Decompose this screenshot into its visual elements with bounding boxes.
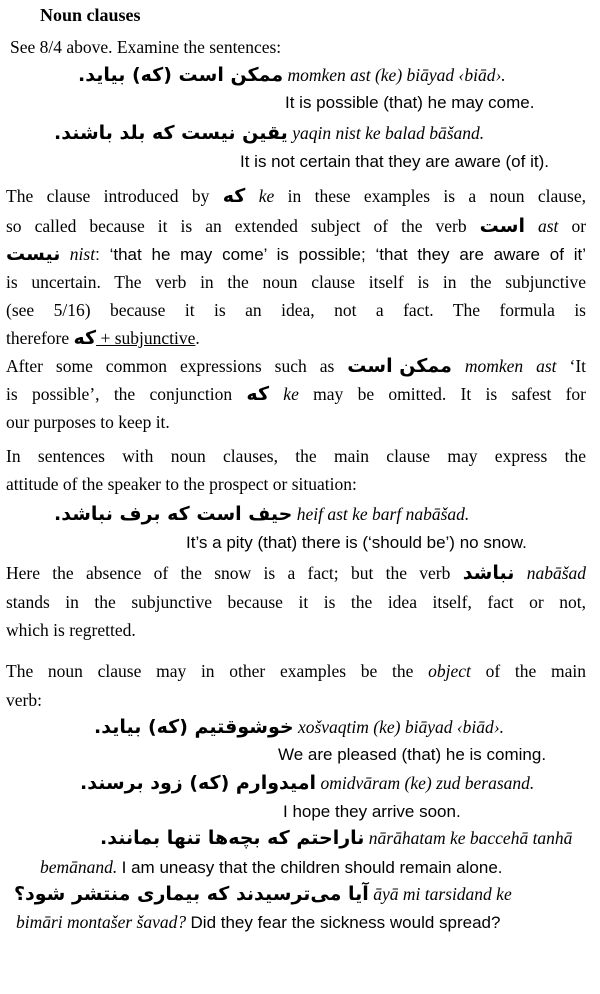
- paragraph-4-line-2: stands in the subjunctive because it is the idea itself, fact or not,: [6, 592, 586, 612]
- paragraph-2-line-2: is possible’, the conjunction که ke may be omitted. It is safest for: [6, 383, 586, 405]
- example-5: [80, 772, 534, 794]
- example-2-translation: It is not certain that they are aware (of it).: [240, 152, 549, 171]
- example-4-transliteration: xošvaqtim (ke) biāyad ‹biād›.: [297, 717, 504, 737]
- example-5-transliteration: omidvāram (ke) zud berasand.: [320, 773, 535, 793]
- example-6-transliteration: nārāhatam ke baccehā tanhā: [368, 828, 573, 848]
- example-7-transliteration: āyā mi tarsidand ke: [373, 884, 512, 904]
- example-5-persian: امیدوارم (که) زود برسند.: [80, 772, 317, 794]
- ke-word-2: که: [246, 383, 269, 405]
- example-1-translation: It is possible (that) he may come.: [285, 93, 535, 112]
- example-1: [78, 64, 506, 86]
- paragraph-1-line-2: so called because it is an extended subject of the verb است ast or: [6, 215, 587, 237]
- example-7-translation: Did they fear the sickness would spread?: [190, 913, 501, 932]
- example-6-translation: I am uneasy that the children should remain alone.: [121, 858, 503, 877]
- paragraph-4-line-3: which is regretted.: [6, 620, 136, 640]
- paragraph-1-line-6: therefore که + subjunctive.: [6, 327, 200, 349]
- paragraph-3-line-2: attitude of the speaker to the prospect or situation:: [6, 474, 357, 494]
- nabashad-word: نباشد: [462, 562, 515, 584]
- example-3-transliteration: heif ast ke barf nabāšad.: [296, 504, 470, 524]
- example-6-persian: ناراحتم که بچه‌ها تنها بمانند.: [100, 827, 365, 849]
- ast-word: است: [479, 215, 525, 237]
- example-2-persian: یقین نیست که بلد باشند.: [54, 122, 288, 144]
- nist-word: نیست: [6, 243, 61, 265]
- example-7-persian: آیا می‌ترسیدند که بیماری منتشر شود؟: [14, 883, 369, 905]
- example-1-transliteration: momken ast (ke) biāyad ‹biād›.: [287, 65, 506, 85]
- example-4-persian: خوشوقتیم (که) بیاید.: [94, 716, 294, 738]
- example-3: [54, 503, 469, 525]
- example-6-continued: bemānand. I am uneasy that the children should remain alone.: [40, 857, 503, 877]
- example-7-continued: bimāri montašer šavad? Did they fear the sickness would spread?: [16, 912, 501, 932]
- ke-word: که: [222, 185, 246, 207]
- paragraph-4-line-1: Here the absence of the snow is a fact; but the verb نباشد nabāšad: [6, 562, 587, 584]
- momken-ast-word: ممکن است: [347, 355, 452, 377]
- example-2-transliteration: yaqin nist ke balad bāšand.: [292, 123, 485, 143]
- paragraph-2-line-1: After some common expressions such as ممکن است momken ast ‘It: [6, 355, 587, 377]
- paragraph-3-line-1: In sentences with noun clauses, the main clause may express the: [6, 446, 586, 466]
- example-7: [14, 883, 512, 905]
- intro-line: See 8/4 above. Examine the sentences:: [10, 37, 282, 57]
- paragraph-1-line-5: (see 5/16) because it is an idea, not a fact. The formula is: [6, 300, 586, 320]
- paragraph-5-line-1: The noun clause may in other examples be the object of the main: [6, 661, 587, 681]
- paragraph-5-line-2: verb:: [6, 690, 42, 710]
- example-6: [100, 827, 572, 849]
- page-title: Noun clauses: [40, 5, 141, 25]
- paragraph-2-line-3: our purposes to keep it.: [6, 412, 170, 432]
- example-3-translation: It’s a pity (that) there is (‘should be’) no snow.: [186, 533, 527, 552]
- example-3-persian: حیف است که برف نباشد.: [54, 503, 293, 525]
- paragraph-1-line-1: The clause introduced by که ke in these examples is a noun clause,: [6, 185, 587, 207]
- paragraph-1-line-4: is uncertain. The verb in the noun clause itself is in the subjunctive: [6, 272, 586, 292]
- example-4-translation: We are pleased (that) he is coming.: [278, 745, 547, 764]
- formula-ke: که: [73, 327, 97, 349]
- example-4: [94, 716, 504, 738]
- example-1-persian: ممکن است (که) بیاید.: [78, 64, 284, 86]
- paragraph-1-line-3: نیست nist: ‘that he may come’ is possible; ‘that they are aware of it’: [6, 243, 586, 265]
- example-2: [54, 122, 484, 144]
- example-5-translation: I hope they arrive soon.: [283, 802, 461, 821]
